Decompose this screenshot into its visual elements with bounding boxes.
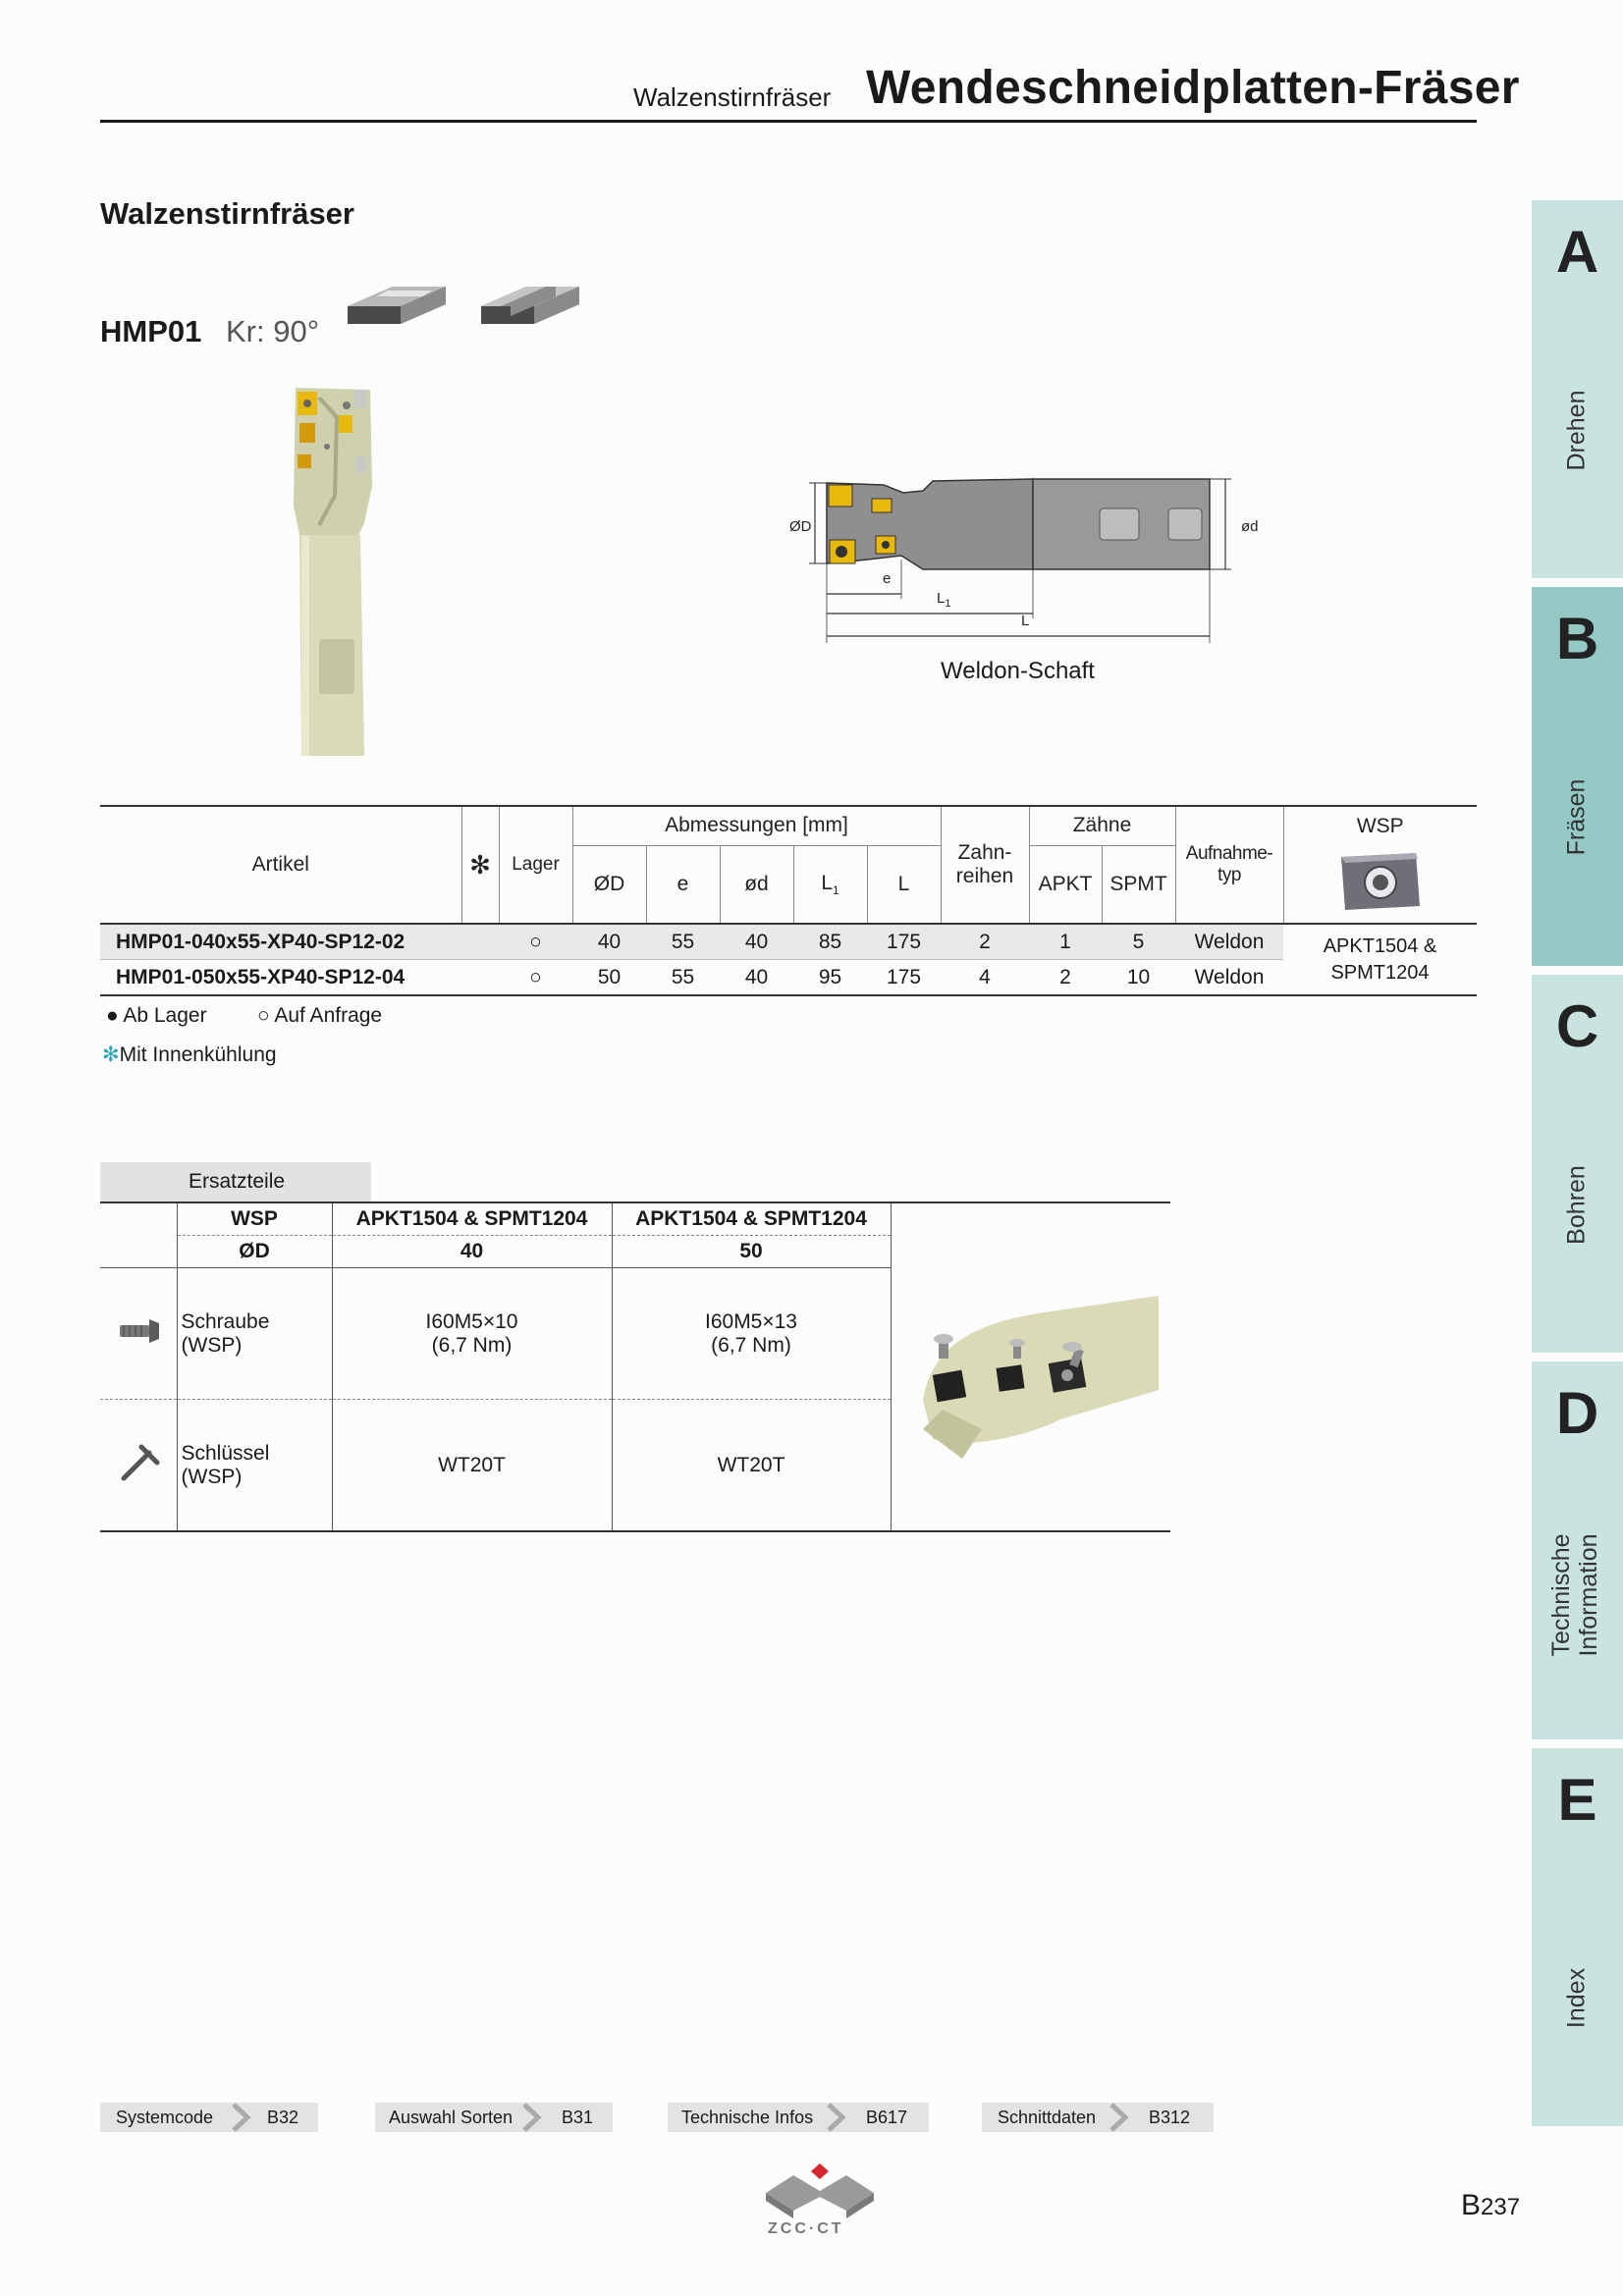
drawing-caption: Weldon-Schaft — [941, 658, 1095, 684]
row-L: 175 — [867, 924, 941, 960]
col-D: ØD — [572, 845, 646, 924]
chevron-right-icon — [825, 2103, 848, 2132]
header-subtitle: Walzenstirnfräser — [633, 82, 832, 112]
spare-parts-table — [100, 1201, 1170, 1532]
dim-L1-label: $L_1$ — [937, 590, 951, 610]
insert-shape-icons — [344, 267, 589, 346]
row-spmt: 5 — [1102, 924, 1175, 960]
row-artikel: HMP01-050x55-XP40-SP12-04 — [100, 960, 461, 996]
col-abmessungen: Abmessungen [mm] — [572, 806, 941, 845]
tab-drehen[interactable]: A Drehen — [1532, 200, 1623, 578]
spare-d-col1: 40 — [332, 1236, 612, 1268]
legend-auf-anfrage: ○ Auf Anfrage — [257, 1004, 383, 1027]
logo-text: ZCC·CT — [768, 2220, 844, 2237]
spare-wsp-label: WSP — [177, 1202, 332, 1236]
row-lager: ○ — [499, 960, 572, 996]
page-number: B237 — [1461, 2189, 1521, 2221]
row-L1: 95 — [793, 960, 867, 996]
nav-systemcode[interactable]: Systemcode B32 — [100, 2103, 318, 2132]
row-d: 40 — [720, 960, 793, 996]
row-zahnreihen: 2 — [941, 924, 1029, 960]
row-D: 50 — [572, 960, 646, 996]
screw-icon — [100, 1268, 177, 1400]
key-icon — [100, 1400, 177, 1532]
col-zaehne: Zähne — [1029, 806, 1175, 845]
col-d: ød — [720, 845, 793, 924]
zcc-ct-logo — [762, 2158, 878, 2222]
col-apkt: APKT — [1029, 845, 1102, 924]
product-code: HMP01 — [100, 314, 202, 348]
section-title: Walzenstirnfräser — [100, 196, 354, 231]
spare-d-label: ØD — [177, 1236, 332, 1268]
row-e: 55 — [646, 960, 720, 996]
row-artikel: HMP01-040x55-XP40-SP12-02 — [100, 924, 461, 960]
col-zahnreihen: Zahn- reihen — [941, 806, 1029, 924]
dim-e-label: e — [883, 570, 892, 587]
tool-3d-image — [280, 378, 398, 766]
dim-D-label: ØD — [789, 518, 812, 535]
spare-d-col2: 50 — [612, 1236, 891, 1268]
chevron-right-icon — [520, 2103, 544, 2132]
coolant-icon: ✻ — [461, 806, 499, 924]
tab-bohren[interactable]: C Bohren — [1532, 975, 1623, 1353]
nav-auswahl-sorten[interactable]: Auswahl Sorten B31 — [375, 2103, 613, 2132]
key-col2: WT20T — [612, 1400, 891, 1532]
dim-d-label: ød — [1241, 518, 1259, 535]
row-lager: ○ — [499, 924, 572, 960]
screw-col1: I60M5×10 (6,7 Nm) — [332, 1268, 612, 1400]
tab-fraesen[interactable]: B Fräsen — [1532, 587, 1623, 966]
row-aufnahme: Weldon — [1175, 960, 1283, 996]
grooved-insert-icon — [481, 287, 579, 324]
wsp-value: APKT1504 & SPMT1204 — [1283, 924, 1477, 995]
chevron-right-icon — [230, 2103, 253, 2132]
table-row — [100, 924, 1477, 960]
wsp-insert-image — [1283, 845, 1477, 924]
col-aufnahme: Aufnahme- typ — [1175, 806, 1283, 924]
row-apkt: 2 — [1029, 960, 1102, 996]
tab-index[interactable]: E Index — [1532, 1748, 1623, 2126]
article-table — [100, 805, 1477, 996]
col-artikel: Artikel — [100, 806, 461, 924]
col-wsp: WSP — [1283, 806, 1477, 845]
coolant-icon: ✻ — [102, 1043, 120, 1066]
row-L: 175 — [867, 960, 941, 996]
col-lager: Lager — [499, 806, 572, 924]
row-spmt: 10 — [1102, 960, 1175, 996]
col-L1: $L_1$ — [793, 845, 867, 924]
spare-parts-image — [891, 1202, 1170, 1531]
nav-schnittdaten[interactable]: Schnittdaten B312 — [982, 2103, 1214, 2132]
spare-wsp-col1: APKT1504 & SPMT1204 — [332, 1202, 612, 1236]
flat-insert-icon — [348, 287, 446, 324]
row-D: 40 — [572, 924, 646, 960]
header-title: Wendeschneidplatten-Fräser — [866, 62, 1520, 114]
dim-L-label: L — [1021, 613, 1030, 629]
spare-parts-tag: Ersatzteile — [100, 1162, 371, 1201]
key-label: Schlüssel (WSP) — [177, 1400, 332, 1532]
row-apkt: 1 — [1029, 924, 1102, 960]
key-col1: WT20T — [332, 1400, 612, 1532]
screw-label: Schraube (WSP) — [177, 1268, 332, 1400]
product-angle: Kr: 90° — [226, 314, 320, 348]
legend-innenkuehlung: ✻Mit Innenkühlung — [102, 1043, 277, 1066]
row-e: 55 — [646, 924, 720, 960]
spare-wsp-col2: APKT1504 & SPMT1204 — [612, 1202, 891, 1236]
legend-ab-lager: ● Ab Lager — [106, 1004, 207, 1027]
chevron-right-icon — [1108, 2103, 1131, 2132]
col-L: L — [867, 845, 941, 924]
nav-technische-infos[interactable]: Technische Infos B617 — [668, 2103, 929, 2132]
row-aufnahme: Weldon — [1175, 924, 1283, 960]
row-zahnreihen: 4 — [941, 960, 1029, 996]
screw-col2: I60M5×13 (6,7 Nm) — [612, 1268, 891, 1400]
col-e: e — [646, 845, 720, 924]
col-spmt: SPMT — [1102, 845, 1175, 924]
row-d: 40 — [720, 924, 793, 960]
tab-technische-information[interactable]: D Technische Information — [1532, 1362, 1623, 1739]
table-row — [100, 960, 1477, 996]
row-L1: 85 — [793, 924, 867, 960]
header-rule — [100, 120, 1477, 123]
